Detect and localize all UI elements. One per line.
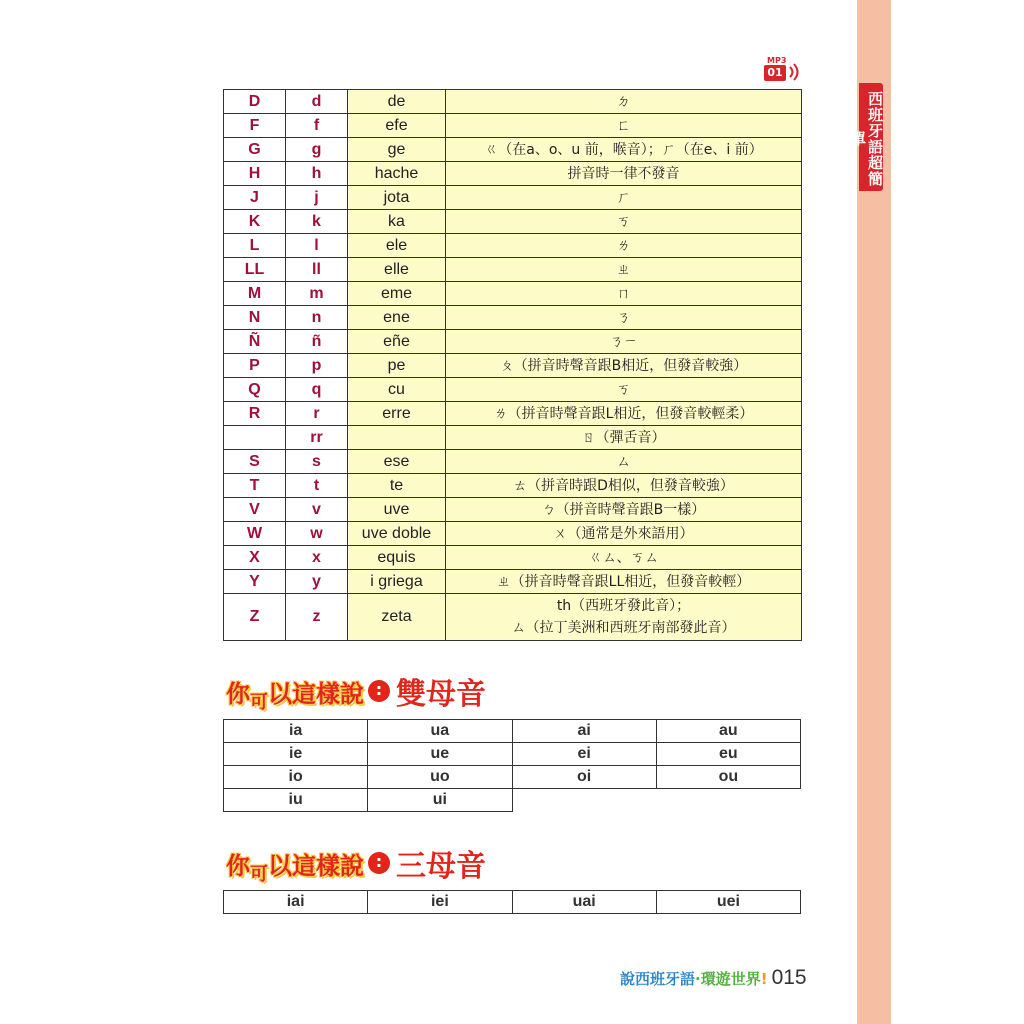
- pronunciation: [446, 594, 802, 641]
- letter-name: i griega: [348, 570, 446, 594]
- uppercase-letter: Ñ: [224, 330, 286, 354]
- heading-colon: :: [368, 852, 390, 874]
- pronunciation: ㄓ: [446, 258, 802, 282]
- table-cell: oi: [512, 766, 656, 789]
- uppercase-letter: K: [224, 210, 286, 234]
- uppercase-letter: LL: [224, 258, 286, 282]
- table-cell: iai: [224, 891, 368, 914]
- pronunciation: ㄇ: [446, 282, 802, 306]
- uppercase-letter: L: [224, 234, 286, 258]
- lowercase-letter: x: [286, 546, 348, 570]
- heading-prefix: 你$_可$以這樣說: [226, 679, 364, 713]
- uppercase-letter: R: [224, 402, 286, 426]
- table-row: [224, 258, 802, 282]
- lowercase-letter: p: [286, 354, 348, 378]
- pronunciation: ㄍㄙ、ㄎㄙ: [446, 546, 802, 570]
- page-footer: [620, 966, 807, 990]
- lowercase-letter: w: [286, 522, 348, 546]
- empty-cell: [656, 789, 800, 812]
- letter-name: de: [348, 90, 446, 114]
- table-cell: ui: [368, 789, 512, 812]
- lowercase-letter: q: [286, 378, 348, 402]
- letter-name: uve: [348, 498, 446, 522]
- table-cell: ue: [368, 743, 512, 766]
- uppercase-letter: V: [224, 498, 286, 522]
- lowercase-letter: l: [286, 234, 348, 258]
- table-row: [224, 570, 802, 594]
- pronunciation: ㄅ（拼音時聲音跟B一樣）: [446, 498, 802, 522]
- table-cell: ia: [224, 720, 368, 743]
- pronunciation: ㄊ（拼音時跟D相似，但發音較強）: [446, 474, 802, 498]
- uppercase-letter: [224, 426, 286, 450]
- lowercase-letter: m: [286, 282, 348, 306]
- pronunciation: ㄌ: [446, 234, 802, 258]
- table-cell: ai: [512, 720, 656, 743]
- table-row: [224, 354, 802, 378]
- lowercase-letter: d: [286, 90, 348, 114]
- table-row: [224, 330, 802, 354]
- empty-cell: [512, 789, 656, 812]
- table-row: [224, 546, 802, 570]
- pronunciation: ㄆ（拼音時聲音跟B相近，但發音較強）: [446, 354, 802, 378]
- pronunciation: ㄈ: [446, 114, 802, 138]
- letter-name: ese: [348, 450, 446, 474]
- uppercase-letter: Y: [224, 570, 286, 594]
- table-cell: uo: [368, 766, 512, 789]
- table-row: [224, 450, 802, 474]
- table-cell: io: [224, 766, 368, 789]
- letter-name: efe: [348, 114, 446, 138]
- uppercase-letter: N: [224, 306, 286, 330]
- uppercase-letter: M: [224, 282, 286, 306]
- letter-name: uve doble: [348, 522, 446, 546]
- pronunciation: ㄌ（拼音時聲音跟L相近，但發音較輕柔）: [446, 402, 802, 426]
- lowercase-letter: k: [286, 210, 348, 234]
- table-row: [224, 720, 801, 743]
- table-row: [224, 90, 802, 114]
- table-row: [224, 378, 802, 402]
- lowercase-letter: t: [286, 474, 348, 498]
- diphthong-heading: [226, 666, 486, 716]
- table-row: [224, 138, 802, 162]
- diphthong-table: [223, 719, 801, 812]
- pronunciation: ㄨ（通常是外來語用）: [446, 522, 802, 546]
- pronunciation: ㄓ（拼音時聲音跟LL相近，但發音較輕）: [446, 570, 802, 594]
- book-title: 說西班牙語·環遊世界!: [620, 969, 768, 988]
- lowercase-letter: n: [286, 306, 348, 330]
- table-cell: uai: [512, 891, 656, 914]
- table-row: [224, 210, 802, 234]
- uppercase-letter: D: [224, 90, 286, 114]
- letter-name: cu: [348, 378, 446, 402]
- table-cell: eu: [656, 743, 800, 766]
- letter-name: equis: [348, 546, 446, 570]
- table-row: [224, 426, 802, 450]
- pronunciation-line-2: ㄙ（拉丁美洲和西班牙南部發此音）: [511, 620, 736, 636]
- letter-name: jota: [348, 186, 446, 210]
- table-row: [224, 594, 802, 641]
- table-cell: ou: [656, 766, 800, 789]
- table-cell: ua: [368, 720, 512, 743]
- table-cell: au: [656, 720, 800, 743]
- lowercase-letter: h: [286, 162, 348, 186]
- table-row: [224, 306, 802, 330]
- lowercase-letter: f: [286, 114, 348, 138]
- table-row: [224, 402, 802, 426]
- section-title: 雙母音: [396, 677, 486, 712]
- pronunciation: ㄎ: [446, 210, 802, 234]
- section-title: 三母音: [396, 849, 486, 884]
- table-row: [224, 789, 801, 812]
- uppercase-letter: G: [224, 138, 286, 162]
- table-row: [224, 766, 801, 789]
- pronunciation-line-1: th（西班牙發此音）；: [556, 598, 691, 614]
- pronunciation: ㄍ（在a、o、u 前，喉音）；ㄏ（在e、i 前）: [446, 138, 802, 162]
- uppercase-letter: H: [224, 162, 286, 186]
- letter-name: ele: [348, 234, 446, 258]
- letter-name: ene: [348, 306, 446, 330]
- letter-name: eme: [348, 282, 446, 306]
- table-row: [224, 474, 802, 498]
- pronunciation: ㄋ: [446, 306, 802, 330]
- letter-name: ka: [348, 210, 446, 234]
- table-row: [224, 743, 801, 766]
- table-row: [224, 162, 802, 186]
- heading-prefix: 你$_可$以這樣說: [226, 851, 364, 885]
- lowercase-letter: r: [286, 402, 348, 426]
- letter-name: hache: [348, 162, 446, 186]
- table-row: [224, 234, 802, 258]
- pronunciation: ㄖ（彈舌音）: [446, 426, 802, 450]
- uppercase-letter: S: [224, 450, 286, 474]
- lowercase-letter: ll: [286, 258, 348, 282]
- triphthong-table: [223, 890, 801, 914]
- table-cell: ei: [512, 743, 656, 766]
- letter-name: te: [348, 474, 446, 498]
- letter-name: ge: [348, 138, 446, 162]
- track-number: 01: [764, 65, 786, 81]
- uppercase-letter: F: [224, 114, 286, 138]
- table-cell: ie: [224, 743, 368, 766]
- page-number: 015: [771, 966, 807, 989]
- pronunciation: 拼音時一律不發音: [446, 162, 802, 186]
- pronunciation: ㄎ: [446, 378, 802, 402]
- lowercase-letter: ñ: [286, 330, 348, 354]
- triphthong-heading: [226, 838, 486, 888]
- lowercase-letter: y: [286, 570, 348, 594]
- alphabet-table: [223, 89, 802, 641]
- table-row: [224, 498, 802, 522]
- audio-track-badge: [764, 56, 804, 86]
- uppercase-letter: Z: [224, 594, 286, 641]
- uppercase-letter: Q: [224, 378, 286, 402]
- lowercase-letter: rr: [286, 426, 348, 450]
- pronunciation: ㄏ: [446, 186, 802, 210]
- table-row: [224, 186, 802, 210]
- table-row: [224, 282, 802, 306]
- lowercase-letter: s: [286, 450, 348, 474]
- table-row: [224, 522, 802, 546]
- lowercase-letter: j: [286, 186, 348, 210]
- uppercase-letter: X: [224, 546, 286, 570]
- table-row: [224, 114, 802, 138]
- uppercase-letter: J: [224, 186, 286, 210]
- uppercase-letter: T: [224, 474, 286, 498]
- pronunciation: ㄙ: [446, 450, 802, 474]
- uppercase-letter: W: [224, 522, 286, 546]
- mp3-label: MP3: [767, 56, 787, 65]
- lowercase-letter: v: [286, 498, 348, 522]
- letter-name: pe: [348, 354, 446, 378]
- lowercase-letter: z: [286, 594, 348, 641]
- letter-name: [348, 426, 446, 450]
- heading-colon: :: [368, 680, 390, 702]
- pronunciation: ㄉ: [446, 90, 802, 114]
- letter-name: elle: [348, 258, 446, 282]
- table-cell: uei: [656, 891, 800, 914]
- letter-name: zeta: [348, 594, 446, 641]
- table-row: [224, 891, 801, 914]
- speaker-wave-icon: [787, 62, 801, 82]
- pronunciation: ㄋㄧ: [446, 330, 802, 354]
- chapter-tab: 西班牙語超簡單: [859, 83, 883, 191]
- table-cell: iei: [368, 891, 512, 914]
- letter-name: eñe: [348, 330, 446, 354]
- lowercase-letter: g: [286, 138, 348, 162]
- letter-name: erre: [348, 402, 446, 426]
- uppercase-letter: P: [224, 354, 286, 378]
- table-cell: iu: [224, 789, 368, 812]
